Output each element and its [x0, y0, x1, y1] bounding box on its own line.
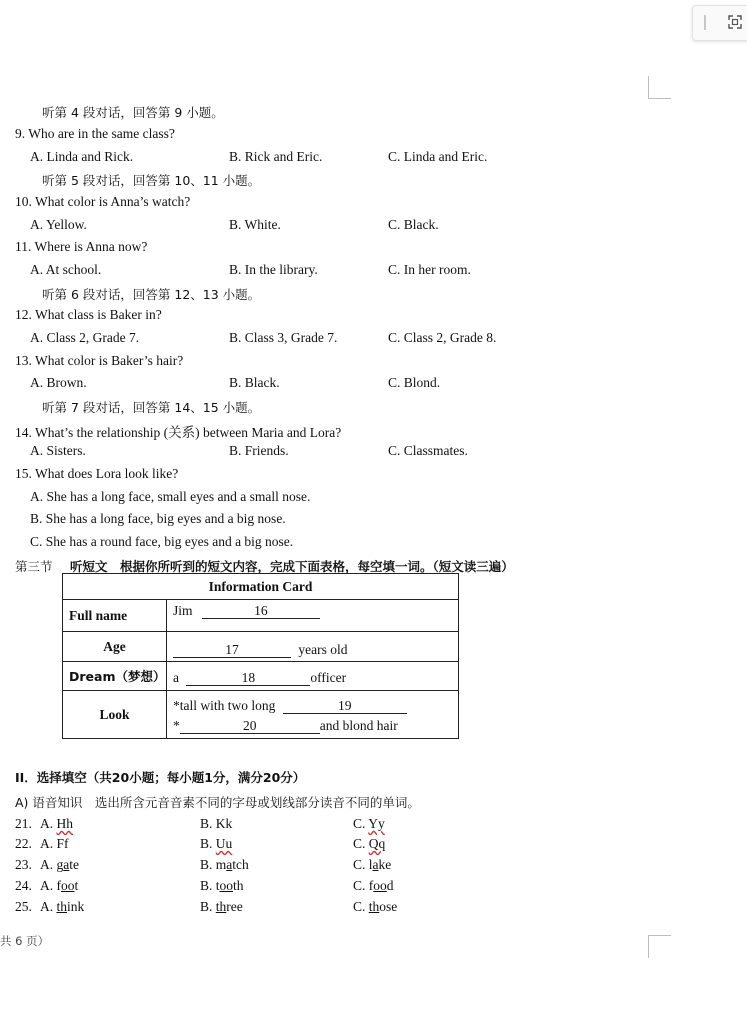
option-c: C. Yy	[353, 816, 385, 831]
option-a: A. Linda and Rick.	[30, 149, 134, 164]
option-a: A. think	[40, 899, 85, 914]
card-label-dream: Dream（梦想）	[63, 662, 167, 691]
section-instruction: 听第 6 段对话，回答第 12、13 小题。	[42, 287, 261, 302]
option-a: A. Yellow.	[30, 217, 87, 232]
crop-mark-bottom	[648, 935, 671, 958]
card-prefix: *tall with two long	[173, 697, 276, 713]
option-c: C. Black.	[388, 217, 439, 232]
item-number: 24.	[15, 878, 32, 893]
question-stem: 12. What class is Baker in?	[15, 307, 162, 322]
question-stem: 13. What color is Baker’s hair?	[15, 353, 184, 368]
section-instruction: 听第 4 段对话，回答第 9 小题。	[42, 105, 224, 120]
question-stem: 10. What color is Anna’s watch?	[15, 194, 191, 209]
option-b: B. tooth	[200, 878, 244, 893]
item-number: 25.	[15, 899, 32, 914]
question-stem: 9. Who are in the same class?	[15, 126, 175, 141]
information-card-table	[62, 573, 459, 739]
option-c: C. In her room.	[388, 262, 471, 277]
blank-16: 16	[202, 604, 320, 619]
option-b: B. White.	[229, 217, 281, 232]
card-label-look: Look	[63, 691, 167, 739]
page-footer: 共 6 页）	[0, 934, 50, 948]
option-c: C. those	[353, 899, 398, 914]
option-c: C. Classmates.	[388, 443, 468, 458]
option-b: B. match	[200, 857, 249, 872]
card-prefix: Jim	[173, 603, 193, 618]
option-a: A. At school.	[30, 262, 102, 277]
item-number: 21.	[15, 816, 32, 831]
part-title: II．选择填空（共20小题；每小题1分，满分20分）	[15, 770, 306, 785]
option-b: B. Uu	[200, 836, 233, 851]
question-stem: 11. Where is Anna now?	[15, 239, 148, 254]
option-c: C. Qq	[353, 836, 386, 851]
option-c: C. Class 2, Grade 8.	[388, 330, 497, 345]
card-row-dream	[167, 662, 459, 691]
card-label-fullname: Full name	[63, 600, 167, 632]
card-suffix: years old	[298, 641, 348, 657]
option-a: A. Ff	[40, 836, 69, 851]
option-a: A. foot	[40, 878, 79, 893]
option-b: B. three	[200, 899, 243, 914]
item-number: 22.	[15, 836, 32, 851]
option-b: B. Rick and Eric.	[229, 149, 323, 164]
item-number: 23.	[15, 857, 32, 872]
blank-17: 17	[173, 643, 291, 658]
crop-mark-top	[648, 76, 671, 99]
blank-19: 19	[283, 699, 407, 714]
option-c: C. lake	[353, 857, 392, 872]
card-suffix: officer	[310, 670, 347, 685]
question-stem: 14. What’s the relationship (关系) between Maria and Lora?	[15, 425, 342, 440]
option-a: A. Brown.	[30, 375, 87, 390]
option-b: B. Class 3, Grade 7.	[229, 330, 338, 345]
option-b: B. In the library.	[229, 262, 318, 277]
part-label: 第三节	[15, 559, 53, 574]
option-b: B. Kk	[200, 816, 233, 831]
sub-instruction: A) 语音知识 选出所含元音音素不同的字母或划线部分读音不同的单词。	[15, 795, 420, 810]
card-prefix: a	[173, 670, 179, 685]
option-a: A. Sisters.	[30, 443, 86, 458]
toolbar-widget	[692, 5, 747, 41]
option-a: A. gate	[40, 857, 79, 872]
blank-20: 20	[180, 719, 320, 734]
question-stem: 15. What does Lora look like?	[15, 466, 179, 481]
option-c: C. She has a round face, big eyes and a big nose.	[30, 534, 294, 549]
option-b: B. She has a long face, big eyes and a big nose.	[30, 511, 286, 526]
section-instruction: 听第 7 段对话，回答第 14、15 小题。	[42, 400, 261, 415]
option-b: B. Friends.	[229, 443, 289, 458]
blank-18: 18	[186, 671, 310, 686]
section-instruction: 听第 5 段对话，回答第 10、11 小题。	[42, 173, 261, 188]
option-a: A. Hh	[40, 816, 73, 831]
part-title: 听短文 根据你所听到的短文内容，完成下面表格，每空填一词。（短文读三遍）	[70, 559, 514, 574]
option-c: C. Linda and Eric.	[388, 149, 488, 164]
card-suffix: and blond hair	[319, 717, 398, 733]
option-c: C. food	[353, 878, 394, 893]
card-row-fullname	[167, 600, 459, 632]
option-a: A. Class 2, Grade 7.	[30, 330, 140, 345]
fullscreen-icon[interactable]	[728, 15, 742, 29]
card-title: Information Card	[63, 574, 459, 600]
option-a: A. She has a long face, small eyes and a small nose.	[30, 489, 311, 504]
option-b: B. Black.	[229, 375, 280, 390]
option-c: C. Blond.	[388, 375, 441, 390]
card-label-age: Age	[63, 632, 167, 662]
card-prefix: *	[173, 717, 180, 733]
divider	[704, 15, 706, 30]
card-row-age	[167, 632, 459, 662]
card-row-look	[167, 691, 459, 739]
